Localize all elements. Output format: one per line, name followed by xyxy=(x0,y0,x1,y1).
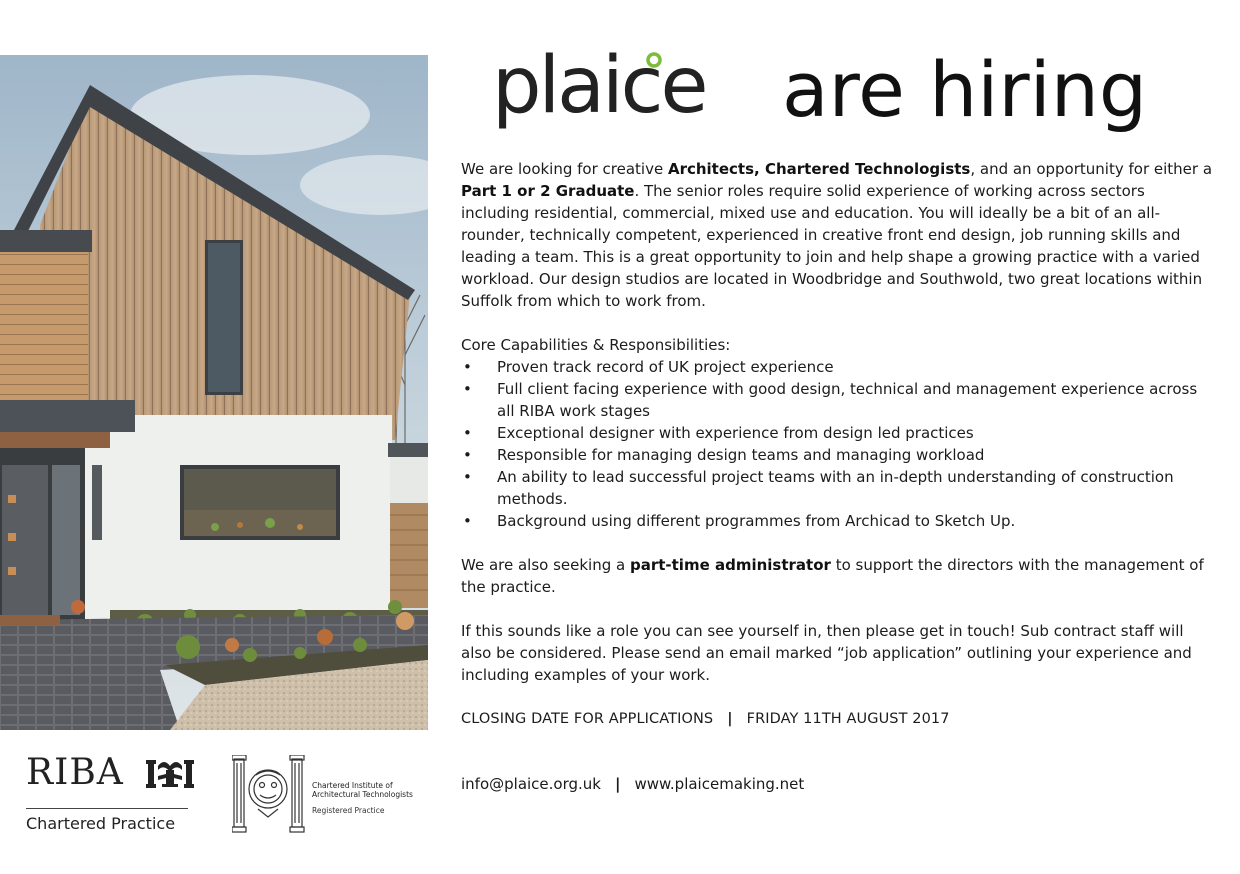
headline xyxy=(492,50,1192,146)
house-photo xyxy=(0,55,428,730)
ciat-logo xyxy=(232,755,432,835)
hiring-text: are hiring xyxy=(782,50,1148,134)
ciat-registered: Registered Practice xyxy=(312,806,385,815)
riba-logo xyxy=(26,752,201,838)
capability-item: • An ability to lead successful project teams with an in-depth understanding of construction methods. xyxy=(461,466,1213,510)
website-link[interactable]: www.plaicemaking.net xyxy=(634,775,805,793)
capabilities-list xyxy=(461,356,1213,532)
intro-paragraph: We are looking for creative Architects, Chartered Technologists, and an opportunity for either a Part 1 or 2 Graduate. The senior roles require solid experience of working across sectors including residential, commercial, mixed use and education. You will ideally be a bit of an all-rounder, technically competent, experienced in creative front end design, job running skills and leading a team. This is a great opportunity to join and help shape a growing practice with a varied workload. Our design studios are located in Woodbridge and Southwold, two great locations within Suffolk from which to work from. xyxy=(461,160,1213,310)
capability-item: • Full client facing experience with good design, technical and management experience across all RIBA work stages xyxy=(461,378,1213,422)
capabilities-heading: Core Capabilities & Responsibilities: xyxy=(461,336,731,354)
divider xyxy=(26,808,188,809)
brand-logo: plaice xyxy=(492,50,706,131)
ciat-name: Chartered Institute of Architectural Technologists xyxy=(312,781,413,799)
riba-name: RIBA xyxy=(26,752,124,793)
contact-paragraph: If this sounds like a role you can see yourself in, then please get in touch! Sub contract staff will also be considered. Please send an email marked “job application” outlining your experience and including examples of your work. xyxy=(461,622,1192,684)
contact-line: info@plaice.org.uk | www.plaicemaking.net xyxy=(461,775,805,793)
ciat-crest-icon xyxy=(232,755,308,833)
capability-item: • Background using different programmes from Archicad to Sketch Up. xyxy=(461,510,1213,532)
capability-item: • Responsible for managing design teams and managing workload xyxy=(461,444,1213,466)
capability-item: • Exceptional designer with experience from design led practices xyxy=(461,422,1213,444)
job-description xyxy=(461,158,1213,730)
riba-subtitle: Chartered Practice xyxy=(26,814,176,833)
admin-paragraph: We are also seeking a part-time administrator to support the directors with the management of the practice. xyxy=(461,556,1204,596)
capability-item: • Proven track record of UK project experience xyxy=(461,356,1213,378)
email-link[interactable]: info@plaice.org.uk xyxy=(461,775,601,793)
riba-crest-icon xyxy=(144,756,196,792)
closing-date: CLOSING DATE FOR APPLICATIONS | FRIDAY 11TH AUGUST 2017 xyxy=(461,711,950,727)
